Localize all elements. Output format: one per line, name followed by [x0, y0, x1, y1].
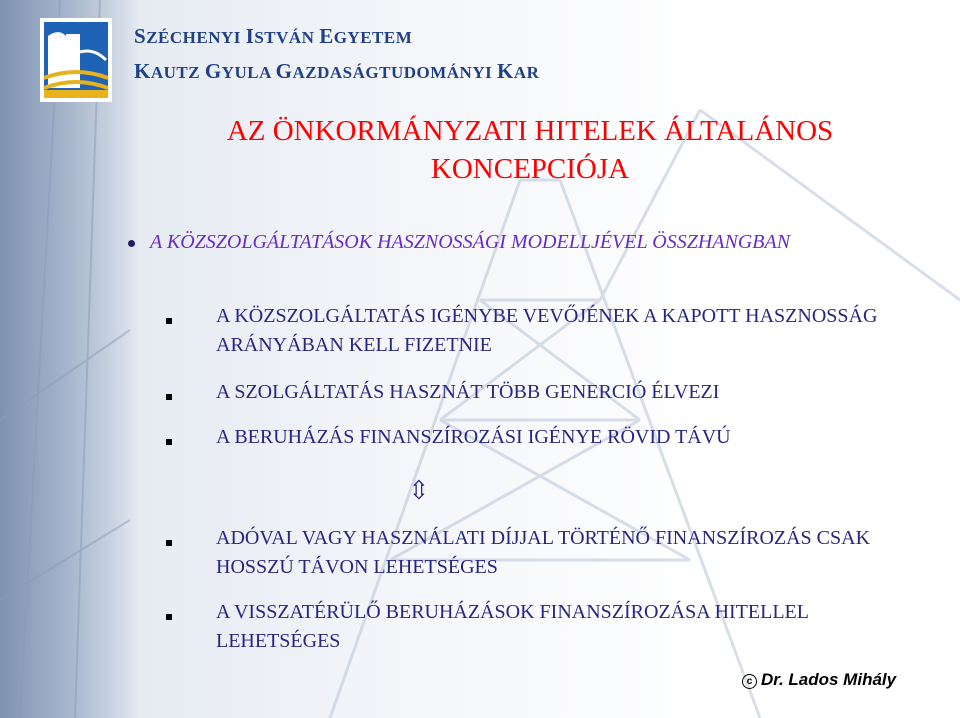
- slide-title: AZ ÖNKORMÁNYZATI HITELEK ÁLTALÁNOS KONCEPCIÓJA: [226, 115, 834, 185]
- square-bullet-icon: [166, 318, 172, 324]
- faculty-name: KAUTZ GYULA GAZDASÁGTUDOMÁNYI KAR: [134, 59, 540, 83]
- author-name: Dr. Lados Mihály: [761, 670, 897, 689]
- round-bullet-icon: [128, 240, 135, 247]
- list-item: A SZOLGÁLTATÁS HASZNÁT TÖBB GENERCIÓ ÉLVEZI: [216, 381, 720, 403]
- up-down-arrow-icon: ⇳: [408, 476, 430, 505]
- square-bullet-icon: [166, 394, 172, 400]
- university-name: SZÉCHENYI ISTVÁN EGYETEM: [134, 24, 413, 48]
- author-credit: [742, 670, 896, 690]
- list-item: A BERUHÁZÁS FINANSZÍROZÁSI IGÉNYE RÖVID TÁVÚ: [216, 426, 731, 448]
- list-item: A VISSZATÉRÜLŐ BERUHÁZÁSOK FINANSZÍROZÁSA HITELLEL LEHETSÉGES: [216, 601, 809, 652]
- square-bullet-icon: [166, 614, 172, 620]
- list-item: ADÓVAL VAGY HASZNÁLATI DÍJJAL TÖRTÉNŐ FINANSZÍROZÁS CSAK HOSSZÚ TÁVON LEHETSÉGES: [216, 527, 871, 578]
- university-logo: [40, 18, 112, 102]
- square-bullet-icon: [166, 540, 172, 546]
- copyright-icon: c: [742, 674, 757, 689]
- main-point: A KÖZSZOLGÁLTATÁSOK HASZNOSSÁGI MODELLJÉVEL ÖSSZHANGBAN: [150, 231, 791, 253]
- list-item: A KÖZSZOLGÁLTATÁS IGÉNYBE VEVŐJÉNEK A KAPOTT HASZNOSSÁG ARÁNYÁBAN KELL FIZETNIE: [216, 305, 878, 356]
- square-bullet-icon: [166, 439, 172, 445]
